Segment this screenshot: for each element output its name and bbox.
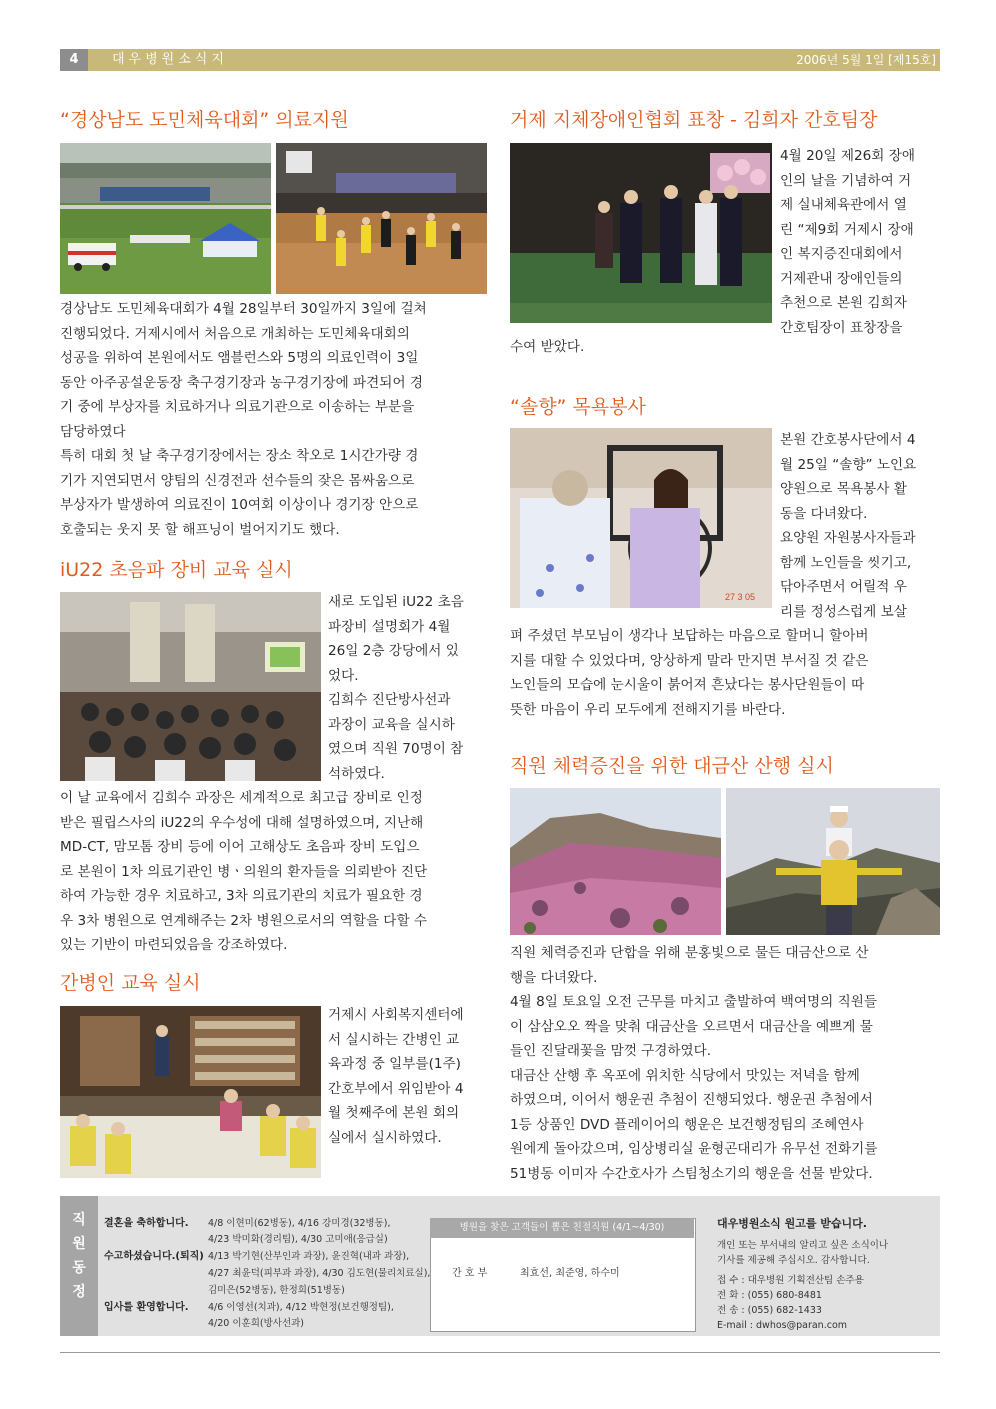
- photo-azalea-mountain: [510, 788, 721, 935]
- text-line: 호출되는 웃지 못 할 해프닝이 벌어지기도 했다.: [60, 521, 340, 538]
- text-line: 동안 아주공설운동장 축구경기장과 농구경기장에 파견되어 경: [60, 374, 424, 391]
- farewell-line: 4/27 최윤덕(피부과 과장), 4/30 김도현(물리치료실),: [208, 1268, 431, 1279]
- text-line: 제 실내체육관에서 열: [780, 197, 907, 213]
- text-line: 담당하였다: [60, 423, 126, 440]
- kind-staff-box-title: 병원을 찾은 고객들이 뽑은 친절직원 (4/1~4/30): [430, 1218, 694, 1238]
- text-line: 리를 정성스럽게 보살: [780, 603, 907, 620]
- wedding-line: 4/8 이현미(62병동), 4/16 강미경(32병동),: [208, 1218, 391, 1229]
- text-line: 성공을 위하여 본원에서도 앰블런스와 5명의 의료인력이 3일: [60, 350, 419, 366]
- text-line: 4월 20일 제26회 장애: [780, 148, 915, 164]
- staff-news-label: [60, 1208, 98, 1304]
- article-body-bath-volunteer: [510, 624, 940, 722]
- text-line: 함께 노인들을 씻기고,: [780, 554, 912, 571]
- text-line: 노인들의 모습에 눈시울이 붉어져 흔났다는 봉사단원들이 따: [510, 677, 865, 693]
- welcome-line: 4/6 이영선(치과), 4/12 박현정(보건행정팀),: [208, 1302, 394, 1313]
- article-title-sports-festival: “경상남도 도민체육대회” 의료지원: [60, 109, 349, 131]
- text-line: 서 실시하는 간병인 교: [328, 1031, 460, 1048]
- text-line: 요양원 자원봉사자들과: [780, 530, 916, 546]
- text-line: 대금산 산행 후 옥포에 위치한 식당에서 맛있는 저녁을 함께: [510, 1067, 860, 1084]
- text-line: 행을 다녀왔다.: [510, 969, 598, 986]
- article-side-ultrasound: [328, 590, 488, 786]
- article-side-caregiver: [328, 1003, 488, 1150]
- contact-line: 접 수 : 대우병원 기획전산팀 손주용: [717, 1275, 864, 1286]
- photo-stadium-ambulance: [60, 143, 271, 294]
- article-title-hiking: 직원 체력증진을 위한 대금산 산행 실시: [510, 755, 834, 777]
- text-line: 파장비 설명회가 4월: [328, 618, 451, 635]
- text-line: 간호부에서 위임받아 4: [328, 1080, 464, 1097]
- text-line: 김희수 진단방사선과: [328, 692, 451, 708]
- text-line: 있는 기반이 마련되었음을 강조하였다.: [60, 937, 288, 953]
- text-line: 펴 주셨던 부모님이 생각나 보답하는 마음으로 할머니 할아버: [510, 628, 869, 644]
- contact-line: 전 화 : (055) 680-8481: [717, 1290, 822, 1301]
- text-line: 하였으며, 이어서 행운권 추첨이 진행되었다. 행운권 추첨에서: [510, 1092, 873, 1108]
- wedding-label: 결혼을 축하합니다.: [104, 1218, 189, 1229]
- kind-staff-dept: 간 호 부: [452, 1268, 488, 1279]
- photo-bath-volunteer: [510, 428, 772, 608]
- article-body-sports-festival: [60, 297, 487, 542]
- contact-email[interactable]: E-mail : dwhos@paran.com: [717, 1320, 848, 1331]
- text-line: 기가 지연되면서 양팀의 신경전과 선수들의 잦은 몸싸움으로: [60, 472, 415, 489]
- submission-line: 개인 또는 부서내의 알리고 싶은 소식이나: [717, 1240, 889, 1251]
- article-title-ultrasound: iU22 초음파 장비 교육 실시: [60, 559, 293, 581]
- article-title-caregiver: 간병인 교육 실시: [60, 972, 201, 994]
- farewell-label: 수고하셨습니다.(퇴직): [104, 1251, 204, 1262]
- text-line: 였으며 직원 70명이 참: [328, 741, 464, 757]
- text-line: 수여 받았다.: [510, 339, 585, 355]
- text-line: 간호팀장이 표창장을: [780, 319, 903, 336]
- text-line: 실에서 실시하였다.: [328, 1129, 442, 1146]
- side-char: 정: [72, 1284, 86, 1300]
- page-number: 4: [60, 49, 88, 71]
- photo-caregiver-class: [60, 1006, 321, 1178]
- article-title-bath-volunteer: “솔향” 목욕봉사: [510, 396, 646, 418]
- text-line: 본원 간호봉사단에서 4: [780, 432, 916, 448]
- contact-line: 전 송 : (055) 682-1433: [717, 1305, 822, 1316]
- text-line: 었다.: [328, 667, 359, 684]
- text-line: 육과정 중 일부를(1주): [328, 1056, 461, 1072]
- side-char: 동: [72, 1260, 86, 1276]
- article-side-bath-volunteer: [780, 428, 940, 624]
- text-line: 월 25일 “솔향” 노인요: [780, 456, 917, 473]
- text-line: 경상남도 도민체육대회가 4월 28일부터 30일까지 3일에 걸쳐: [60, 301, 427, 317]
- text-line: 4월 8일 토요일 오전 근무를 마치고 출발하여 백여명의 직원들: [510, 994, 878, 1010]
- wedding-line: 4/23 박미화(경리팀), 4/30 고미애(응급실): [208, 1234, 388, 1245]
- text-line: 석하였다.: [328, 765, 385, 782]
- text-line: 이 날 교육에서 김희수 과장은 세계적으로 최고급 장비로 인정: [60, 790, 423, 806]
- article-body-award: [510, 335, 940, 360]
- photo-date-stamp: 27 3 05: [725, 592, 756, 602]
- farewell-line: 김미은(52병동), 한정희(51병동): [208, 1285, 345, 1296]
- text-line: 원에게 돌아갔으며, 임상병리실 윤형곤대리가 유무선 전화기를: [510, 1141, 878, 1157]
- text-line: 새로 도입된 iU22 초음: [328, 594, 464, 610]
- issue-date: 2006년 5월 1일 [제15호]: [796, 53, 936, 67]
- text-line: 들인 진달래꽃을 맘껏 구경하였다.: [510, 1043, 712, 1059]
- text-line: 과장이 교육을 실시하: [328, 716, 455, 733]
- article-side-award: [780, 144, 940, 340]
- text-line: 받은 필립스사의 iU22의 우수성에 대해 설명하였으며, 지난해: [60, 814, 424, 831]
- photo-basketball-game: [276, 143, 487, 294]
- kind-staff-names: 최효선, 최준영, 하수미: [520, 1268, 620, 1279]
- text-line: 이 삼삼오오 짝을 맞춰 대금산을 오르면서 대금산을 예쁘게 물: [510, 1018, 873, 1035]
- text-line: 거제관내 장애인들의: [780, 270, 903, 287]
- newsletter-title: 대우병원소식지: [112, 52, 228, 67]
- text-line: 인 복지증진대회에서: [780, 246, 903, 262]
- farewell-line: 4/13 박기현(산부인과 과장), 윤진혁(내과 과장),: [208, 1251, 410, 1262]
- text-line: 린 “제9회 거제시 장애: [780, 221, 914, 238]
- text-line: 로 본원이 1차 의료기관인 병ㆍ의원의 환자들을 의뢰받아 진단: [60, 863, 428, 880]
- text-line: 51병동 이미자 수간호사가 스팀청소기의 행운을 선물 받았다.: [510, 1165, 873, 1182]
- article-body-ultrasound: [60, 786, 487, 958]
- text-line: 닦아주면서 어릴적 우: [780, 579, 907, 595]
- text-line: 기 중에 부상자를 치료하거나 의료기관으로 이송하는 부분을: [60, 399, 415, 415]
- text-line: 하여 가능한 경우 치료하고, 3차 의료기관의 치료가 필요한 경: [60, 888, 423, 904]
- text-line: 거제시 사회복지센터에: [328, 1007, 464, 1023]
- text-line: 인의 날을 기념하여 거: [780, 172, 912, 189]
- text-line: 1등 상품인 DVD 플레이어의 행운은 보건행정팀의 조혜연사: [510, 1116, 864, 1133]
- text-line: 직원 체력증진과 단합을 위해 분홍빛으로 물든 대금산으로 산: [510, 945, 869, 961]
- photo-hikers-summit: [726, 788, 940, 935]
- text-line: 26일 2층 강당에서 있: [328, 643, 459, 659]
- text-line: 동을 다녀왔다.: [780, 505, 868, 522]
- photo-award-ceremony: [510, 143, 772, 323]
- bottom-divider: [60, 1352, 940, 1353]
- text-line: 양원으로 목욕봉사 활: [780, 481, 907, 497]
- text-line: 뜻한 마음이 우리 모두에게 전해지기를 바란다.: [510, 701, 786, 718]
- side-char: 직: [72, 1212, 86, 1228]
- text-line: 특히 대회 첫 날 축구경기장에서는 장소 착오로 1시간가량 경: [60, 448, 419, 464]
- text-line: 월 첫째주에 본원 회의: [328, 1105, 460, 1121]
- text-line: 진행되었다. 거제시에서 처음으로 개최하는 도민체육대회의: [60, 325, 410, 342]
- welcome-label: 입사를 환영합니다.: [104, 1302, 189, 1313]
- welcome-line: 4/20 이훈희(방사선과): [208, 1318, 305, 1329]
- text-line: 부상자가 발생하여 의료진이 10여회 이상이나 경기장 안으로: [60, 497, 419, 513]
- side-char: 원: [72, 1236, 86, 1252]
- submission-title: 대우병원소식 원고를 받습니다.: [717, 1217, 867, 1230]
- submission-line: 기사를 제공해 주십시오. 감사합니다.: [717, 1255, 870, 1266]
- article-body-hiking: [510, 941, 940, 1186]
- article-title-award: 거제 지체장애인협회 표창 - 김희자 간호팀장: [510, 109, 878, 131]
- photo-ultrasound-seminar: [60, 592, 321, 781]
- text-line: 지를 대할 수 있었다며, 앙상하게 말라 만지면 부서질 것 같은: [510, 652, 869, 669]
- text-line: 우 3차 병원으로 연계해주는 2차 병원으로서의 역할을 다할 수: [60, 912, 428, 929]
- text-line: MD-CT, 맘모톰 장비 등에 이어 고해상도 초음파 장비 도입으: [60, 839, 420, 855]
- text-line: 추천으로 본원 김희자: [780, 295, 907, 311]
